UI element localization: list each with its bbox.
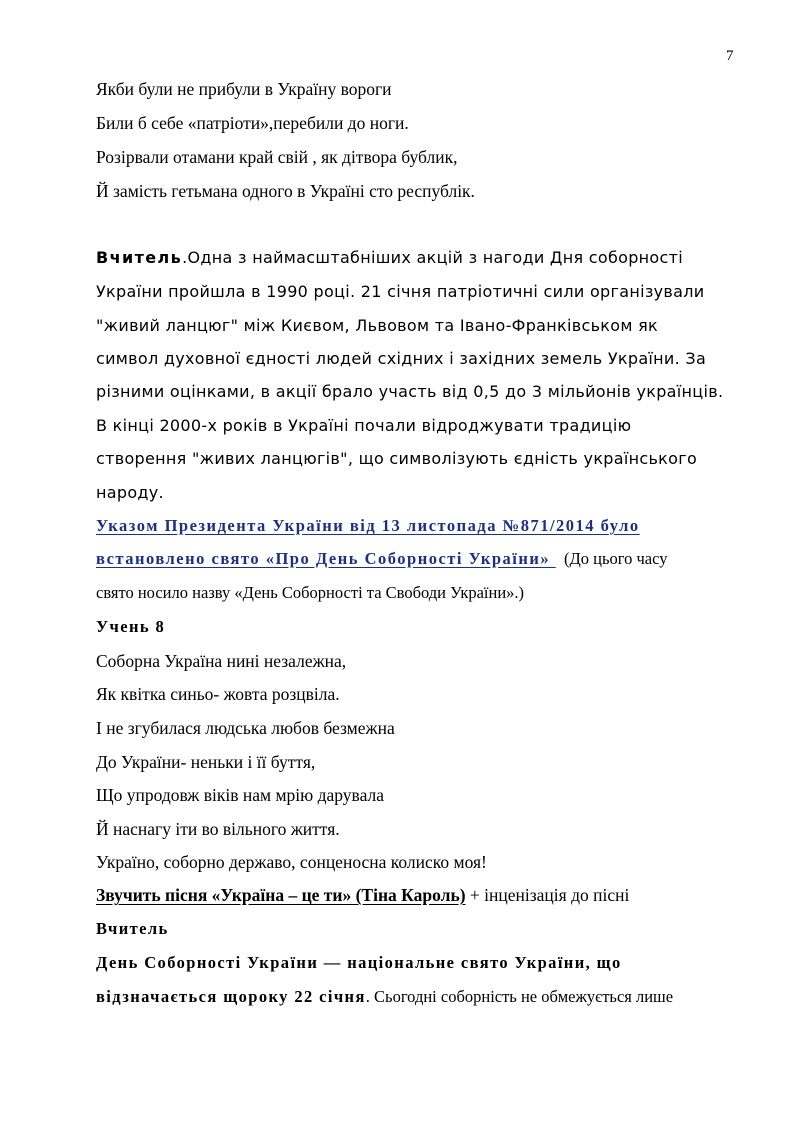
song-line bbox=[96, 884, 629, 906]
decree-line bbox=[96, 548, 667, 570]
poem-line: Що упродовж віків нам мрію дарувала bbox=[96, 785, 385, 805]
poem-line: Били б себе «патріоти»,перебили до ноги. bbox=[96, 113, 409, 133]
decree-link[interactable]: Указом Президента України від 13 листопада №871/2014 було bbox=[96, 516, 640, 535]
teacher-text: . Сьогодні соборність не обмежується лише bbox=[365, 987, 674, 1006]
poem-line: Якби були не прибули в Україну вороги bbox=[96, 79, 392, 99]
poem-line: Розірвали отамани край свій , як дітвора бублик, bbox=[96, 147, 458, 167]
teacher-paragraph-line bbox=[96, 247, 683, 269]
poem-line: До України- неньки і її буття, bbox=[96, 752, 316, 772]
teacher-bold-line: День Соборності України — національне свято України, що bbox=[96, 953, 622, 972]
teacher-paragraph-line: різними оцінками, в акції брало участь від 0,5 до 3 мільйонів українців. bbox=[96, 382, 724, 401]
song-suffix: + інценізація до пісні bbox=[465, 885, 630, 905]
teacher-paragraph-line: України пройшла в 1990 році. 21 січня патріотичні сили організували bbox=[96, 282, 705, 301]
poem-line: І не згубилася людська любов безмежна bbox=[96, 718, 395, 738]
poem-line: Й замість гетьмана одного в Україні сто республік. bbox=[96, 181, 475, 201]
teacher-paragraph-line: створення "живих ланцюгів", що символізують єдність українського bbox=[96, 449, 698, 468]
decree-note bbox=[556, 549, 564, 568]
teacher-label: Вчитель bbox=[96, 919, 169, 938]
page-number: 7 bbox=[726, 48, 734, 64]
decree-note: свято носило назву «День Соборності та Свободи України».) bbox=[96, 583, 525, 602]
poem-line: Й наснагу іти во вільного життя. bbox=[96, 819, 340, 839]
poem-line: Як квітка синьо- жовта розцвіла. bbox=[96, 684, 340, 704]
student-label: Учень 8 bbox=[96, 617, 166, 636]
teacher-bold-text: відзначається щороку 22 січня bbox=[96, 987, 366, 1006]
song-title: Звучить пісня «Україна – це ти» (Тіна Кароль) bbox=[96, 885, 466, 905]
teacher-paragraph-line: "живий ланцюг" між Києвом, Львовом та Івано-Франківськом як bbox=[96, 316, 659, 335]
decree-note: (До цього часу bbox=[564, 549, 668, 568]
teacher-line bbox=[96, 986, 673, 1008]
paragraph-text: .Одна з наймасштабніших акцій з нагоди Дня соборності bbox=[182, 248, 683, 267]
poem-line: Україно, соборно державо, сонценосна колиско моя! bbox=[96, 852, 487, 872]
poem-line: Соборна Україна нині незалежна, bbox=[96, 651, 347, 671]
teacher-paragraph-line: символ духовної єдності людей східних і західних земель України. За bbox=[96, 349, 707, 368]
decree-link[interactable]: встановлено свято «Про День Соборності України» bbox=[96, 549, 556, 568]
teacher-paragraph-line: народу. bbox=[96, 483, 164, 502]
teacher-label: Вчитель bbox=[96, 248, 183, 267]
teacher-paragraph-line: В кінці 2000-х років в Україні почали відроджувати традицію bbox=[96, 416, 632, 435]
decree-line bbox=[96, 515, 640, 537]
